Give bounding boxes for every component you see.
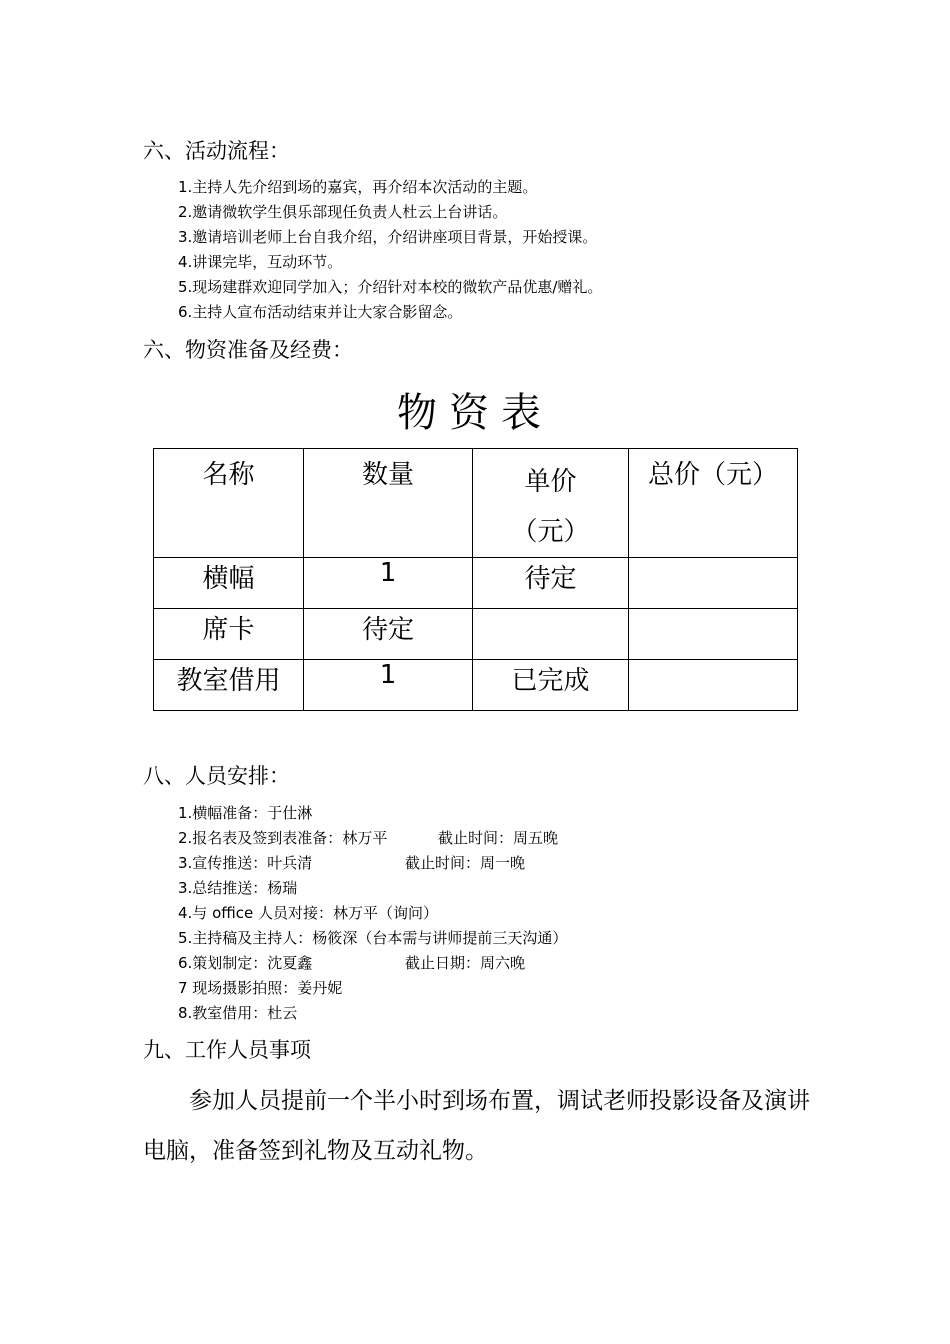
- list-item: 2.邀请微软学生俱乐部现任负责人杜云上台讲话。: [178, 203, 508, 221]
- table-cell: 1: [304, 558, 473, 609]
- staff-duty: 8.教室借用：杜云: [178, 1004, 298, 1022]
- section-heading-staff: 八、人员安排：: [143, 764, 290, 788]
- list-item: 4.讲课完毕，互动环节。: [178, 253, 343, 271]
- staff-deadline: 截止时间：周五晚: [438, 829, 559, 847]
- section-heading-activity-flow: 六、活动流程：: [143, 139, 290, 163]
- staff-duty: 4.与 office 人员对接：林万平（询问）: [178, 904, 439, 922]
- table-cell: [473, 609, 629, 660]
- list-item: [178, 902, 438, 924]
- table-header-row: [154, 449, 798, 558]
- staff-deadline: 截止时间：周一晚: [405, 854, 526, 872]
- materials-table: [153, 448, 798, 711]
- table-row: [154, 609, 798, 660]
- list-item: 5.现场建群欢迎同学加入；介绍针对本校的微软产品优惠/赠礼。: [178, 278, 603, 296]
- list-item: 3.邀请培训老师上台自我介绍，介绍讲座项目背景，开始授课。: [178, 228, 598, 246]
- list-item: [178, 1002, 297, 1024]
- list-item: [178, 927, 567, 949]
- notes-paragraph-line-1: 参加人员提前一个半小时到场布置，调试老师投影设备及演讲: [189, 1088, 810, 1114]
- staff-duty: 3.总结推送：杨瑞: [178, 879, 298, 897]
- section-heading-staff-notes: 九、工作人员事项: [143, 1038, 311, 1062]
- table-cell: 教室借用: [154, 660, 304, 711]
- staff-duty: 1.横幅准备：于仕淋: [178, 804, 313, 822]
- header-total-price: 总价（元）: [629, 449, 798, 558]
- table-row: [154, 558, 798, 609]
- list-item: [178, 852, 526, 874]
- table-row: [154, 660, 798, 711]
- list-item: [178, 877, 297, 899]
- list-item: [178, 977, 342, 999]
- table-cell: [629, 558, 798, 609]
- table-cell: [629, 660, 798, 711]
- table-title: 物资表: [397, 390, 553, 436]
- staff-deadline: 截止日期：周六晚: [405, 954, 526, 972]
- staff-duty: 6.策划制定：沈夏鑫: [178, 954, 313, 972]
- table-cell: 席卡: [154, 609, 304, 660]
- list-item: [178, 952, 526, 974]
- table-cell: 待定: [473, 558, 629, 609]
- table-cell: 1: [304, 660, 473, 711]
- table-cell: 待定: [304, 609, 473, 660]
- table-cell: 已完成: [473, 660, 629, 711]
- table-cell: [629, 609, 798, 660]
- header-unit-price: 单价（元）: [473, 449, 629, 558]
- header-quantity: 数量: [304, 449, 473, 558]
- staff-duty: 2.报名表及签到表准备：林万平: [178, 829, 388, 847]
- list-item: 6.主持人宣布活动结束并让大家合影留念。: [178, 303, 463, 321]
- list-item: [178, 827, 559, 849]
- list-item: [178, 802, 312, 824]
- notes-paragraph-line-2: 电脑，准备签到礼物及互动礼物。: [143, 1138, 488, 1164]
- staff-duty: 3.宣传推送：叶兵清: [178, 854, 313, 872]
- list-item: 1.主持人先介绍到场的嘉宾，再介绍本次活动的主题。: [178, 178, 538, 196]
- staff-duty: 5.主持稿及主持人：杨筱深（台本需与讲师提前三天沟通）: [178, 929, 568, 947]
- staff-duty: 7 现场摄影拍照：姜丹妮: [178, 979, 343, 997]
- section-heading-materials: 六、物资准备及经费：: [143, 338, 353, 362]
- table-cell: 横幅: [154, 558, 304, 609]
- header-name: 名称: [154, 449, 304, 558]
